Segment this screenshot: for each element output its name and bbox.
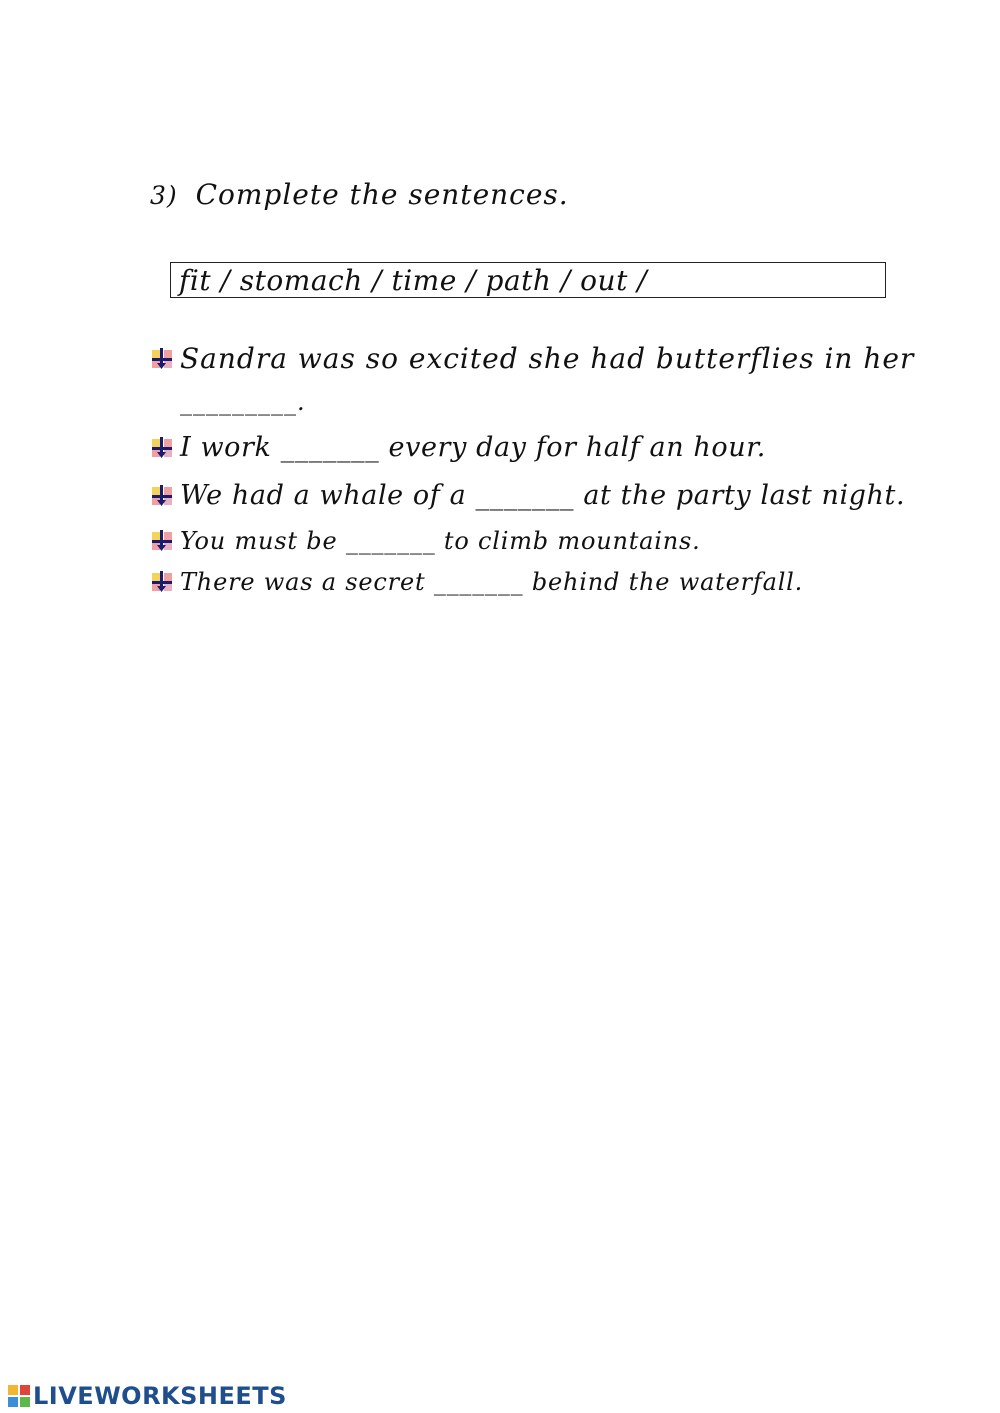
brand-name: LIVEWORKSHEETS (33, 1382, 287, 1410)
exercise-number: 3) (150, 181, 178, 210)
liveworksheets-logo-icon (8, 1385, 30, 1407)
exercise-heading (150, 178, 569, 211)
list-item (150, 342, 914, 375)
list-item (150, 480, 905, 511)
arrow-down-plus-icon (150, 485, 174, 507)
sentence-text: You must be _______ to climb mountains. (180, 527, 701, 555)
list-item (150, 527, 701, 555)
footer-brand (8, 1382, 287, 1410)
sentence-text: Sandra was so excited she had butterflies in her (180, 342, 915, 375)
arrow-down-plus-icon (150, 571, 174, 593)
sentence-text: We had a whale of a _______ at the party last night. (180, 480, 906, 511)
arrow-down-plus-icon (150, 530, 174, 552)
list-item (150, 432, 766, 463)
sentence-text: I work _______ every day for half an hour. (180, 432, 766, 463)
exercise-instruction: Complete the sentences. (195, 178, 569, 211)
arrow-down-plus-icon (150, 348, 174, 370)
sentence-blank[interactable]: _________. (180, 388, 306, 416)
list-item (150, 568, 803, 596)
arrow-down-plus-icon (150, 437, 174, 459)
word-bank: fit / stomach / time / path / out / (170, 262, 886, 298)
sentence-text: There was a secret _______ behind the waterfall. (180, 568, 804, 596)
